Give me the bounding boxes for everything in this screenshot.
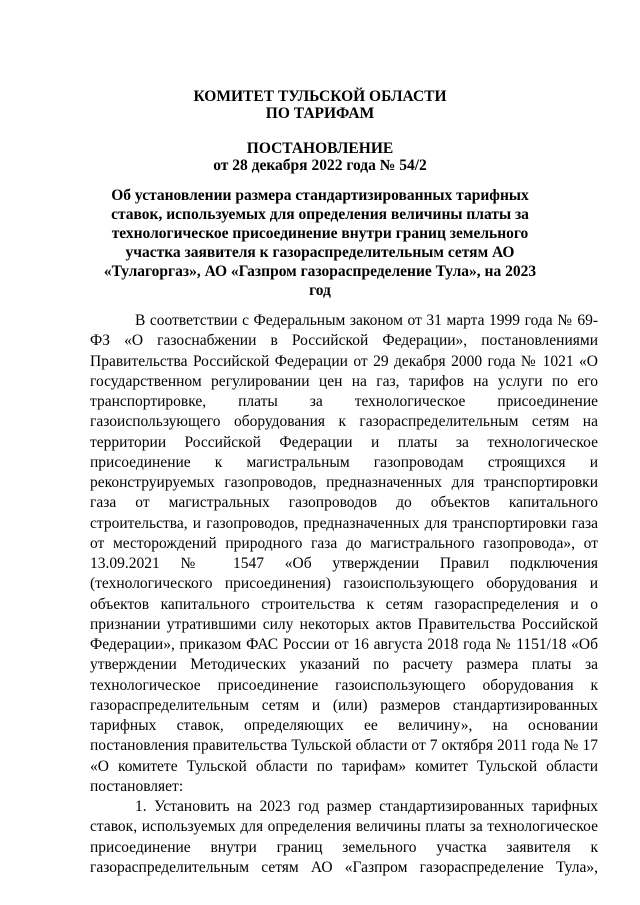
body-paragraph-2: 1. Установить на 2023 год размер стандартизированных тарифных ставок, используемых для определения величины платы за технологическое присоединение внутри границ земельного участка заявителя к газораспределительным сетям АО «Газпром газораспределение Тула», <box>90 798 598 876</box>
document-type: ПОСТАНОВЛЕНИЕ <box>246 140 394 157</box>
document-title: Об установлении размера стандартизированных тарифных ставок, используемых для определения величины платы за технологическое присоединение внутри границ земельного участка заявителя к газораспределительным сетям АО «Тулагоргаз», АО «Газпром газораспределение Тула», на 2023 год <box>103 187 537 299</box>
organization-name-line-1: КОМИТЕТ ТУЛЬСКОЙ ОБЛАСТИ <box>193 88 447 105</box>
body-paragraph-1: В соответствии с Федеральным законом от 31 марта 1999 года № 69-ФЗ «О газоснабжении в Российской Федерации», постановлениями Правительства Российской Федерации от 29 декабря 2000 года № 1021 «О государственном регулировании цен на газ, тарифов на услуги по его транспортировке, платы за технологическое присоединение газоиспользующего оборудования к газораспределительным сетям на территории Российской Федерации и платы за технологическое присоединение к магистральным газопроводам строящихся и реконструируемых газопроводов, предназначенных для транспортировки газа от магистральных газопроводов до объектов капитального строительства, и газопроводов, предназначенных для транспортировки газа от месторождений природного газа до магистрального газопровода», от 13.09.2021 № 1547 «Об утверждении Правил подключения (технологического присоединения) газоиспользующего оборудования и объектов капитального строительства к сетям газораспределения и о признании утратившими силу некоторых актов Правительства Российской Федерации», приказом ФАС России от 16 августа 2018 года № 1151/18 «Об утверждении Методических указаний по расчету размера платы за технологическое присоединение газоиспользующего оборудования к газораспределительным сетям и (или) размеров стандартизированных тарифных ставок, определяющих ее величину», на основании постановления правительства Тульской области от 7 октября 2011 года № 17 «О комитете Тульской области по тарифам» комитет Тульской области постановляет: <box>90 312 598 795</box>
document-body <box>90 311 598 878</box>
document-date-number: от 28 декабря 2022 года № 54/2 <box>213 157 427 174</box>
organization-name-line-2: ПО ТАРИФАМ <box>265 105 375 122</box>
